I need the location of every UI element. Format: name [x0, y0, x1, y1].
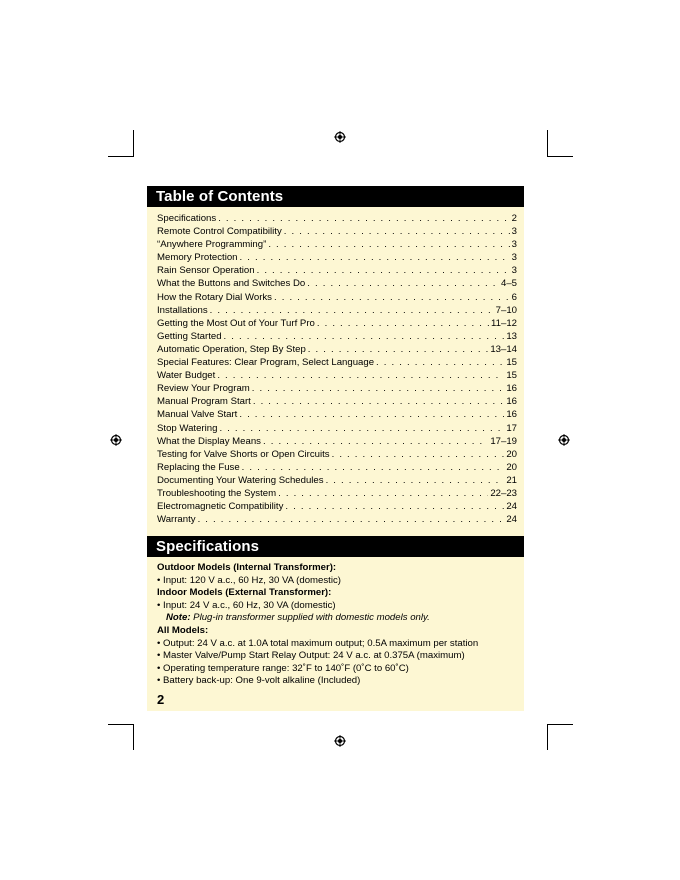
- toc-heading: Table of Contents: [147, 186, 524, 207]
- dot-leader: [217, 369, 504, 382]
- toc-entry-title: Specifications: [157, 213, 217, 224]
- toc-entry[interactable]: [157, 395, 517, 408]
- crop-mark: [133, 130, 134, 157]
- toc-list: [157, 212, 517, 526]
- toc-entry-page: 24: [506, 514, 517, 526]
- toc-entry[interactable]: [157, 435, 517, 448]
- note-label: Note:: [166, 612, 191, 624]
- dot-leader: [219, 422, 504, 435]
- registration-mark-icon: [110, 434, 122, 446]
- spec-item: • Operating temperature range: 32˚F to 140˚F (0˚C to 60˚C): [157, 662, 409, 674]
- page-number: 2: [157, 692, 165, 707]
- toc-entry-page: 3: [511, 252, 517, 264]
- toc-entry-title: Remote Control Compatibility: [157, 226, 282, 238]
- toc-entry-title: Replacing the Fuse: [157, 461, 240, 473]
- dot-leader: [317, 317, 489, 330]
- manual-page: [147, 186, 524, 711]
- toc-entry-page: 16: [506, 409, 517, 421]
- toc-entry-page: 7–10: [495, 304, 517, 316]
- toc-entry-page: 3: [511, 265, 517, 277]
- toc-entry-page: 16: [506, 396, 517, 408]
- toc-entry-page: 15: [506, 357, 517, 369]
- crop-mark: [547, 156, 573, 157]
- toc-entry-title: What the Display Means: [157, 435, 261, 447]
- toc-entry-page: 24: [506, 501, 517, 513]
- toc-entry-title: Water Budget: [157, 370, 216, 382]
- registration-mark-icon: [334, 735, 346, 747]
- toc-entry[interactable]: [157, 264, 517, 277]
- dot-leader: [376, 356, 504, 369]
- dot-leader: [252, 382, 505, 395]
- crop-mark: [547, 724, 573, 725]
- dot-leader: [307, 277, 499, 290]
- crop-mark: [547, 724, 548, 750]
- toc-entry[interactable]: [157, 343, 517, 356]
- toc-entry[interactable]: [157, 356, 517, 369]
- toc-entry[interactable]: [157, 277, 517, 290]
- toc-entry-title: Rain Sensor Operation: [157, 265, 255, 277]
- toc-entry[interactable]: [157, 251, 517, 264]
- crop-mark: [547, 130, 548, 157]
- dot-leader: [278, 487, 488, 500]
- toc-entry-page: 21: [506, 474, 517, 486]
- toc-entry[interactable]: [157, 317, 517, 330]
- toc-entry-title: Electromagnetic Compatibility: [157, 501, 284, 513]
- dot-leader: [268, 238, 509, 251]
- toc-entry-page: 16: [506, 383, 517, 395]
- toc-entry-title: “Anywhere Programming”: [157, 239, 267, 251]
- spec-item: • Battery back-up: One 9-volt alkaline (Included): [157, 675, 361, 687]
- toc-entry-title: Testing for Valve Shorts or Open Circuits: [157, 448, 330, 460]
- toc-entry-page: 15: [506, 370, 517, 382]
- toc-entry-page: 6: [511, 291, 517, 303]
- dot-leader: [224, 330, 505, 343]
- crop-mark: [108, 724, 134, 725]
- dot-leader: [198, 513, 505, 526]
- dot-leader: [210, 304, 494, 317]
- toc-entry[interactable]: [157, 448, 517, 461]
- dot-leader: [284, 225, 510, 238]
- specifications-body: [157, 562, 519, 688]
- spec-item: • Master Valve/Pump Start Relay Output: 24 V a.c. at 0.375A (maximum): [157, 650, 465, 662]
- toc-entry[interactable]: [157, 500, 517, 513]
- toc-entry-page: 2: [511, 213, 517, 224]
- dot-leader: [274, 291, 510, 304]
- toc-entry[interactable]: [157, 474, 517, 487]
- toc-entry-title: Automatic Operation, Step By Step: [157, 343, 306, 355]
- toc-entry-title: How the Rotary Dial Works: [157, 291, 272, 303]
- dot-leader: [285, 500, 504, 513]
- toc-entry-page: 11–12: [491, 317, 517, 329]
- toc-entry[interactable]: [157, 238, 517, 251]
- toc-entry-title: Manual Program Start: [157, 396, 251, 408]
- toc-entry[interactable]: [157, 304, 517, 317]
- toc-entry-page: 17–19: [490, 435, 517, 447]
- toc-entry[interactable]: [157, 513, 517, 526]
- toc-entry-page: 3: [511, 239, 517, 251]
- crop-mark: [108, 156, 134, 157]
- transformer-note: [157, 612, 519, 625]
- dot-leader: [253, 395, 504, 408]
- toc-entry-page: 4–5: [500, 278, 517, 290]
- specifications-heading: Specifications: [147, 536, 524, 557]
- toc-entry[interactable]: [157, 461, 517, 474]
- toc-entry[interactable]: [157, 408, 517, 421]
- dot-leader: [308, 343, 489, 356]
- all-models-heading: All Models:: [157, 624, 209, 636]
- toc-entry-title: Manual Valve Start: [157, 409, 238, 421]
- toc-entry-title: Installations: [157, 304, 208, 316]
- dot-leader: [239, 408, 504, 421]
- registration-mark-icon: [558, 434, 570, 446]
- registration-mark-icon: [334, 131, 346, 143]
- spec-item: • Output: 24 V a.c. at 1.0A total maximum output; 0.5A maximum per station: [157, 637, 479, 649]
- toc-entry-page: 17: [506, 422, 517, 434]
- toc-entry-title: Review Your Program: [157, 383, 250, 395]
- outdoor-models-heading: Outdoor Models (Internal Transformer):: [157, 562, 337, 573]
- dot-leader: [218, 212, 509, 225]
- toc-entry[interactable]: [157, 225, 517, 238]
- toc-entry-page: 13–14: [490, 343, 517, 355]
- toc-entry[interactable]: [157, 382, 517, 395]
- toc-entry[interactable]: [157, 330, 517, 343]
- toc-entry-page: 20: [506, 461, 517, 473]
- note-text: Plug-in transformer supplied with domestic models only.: [190, 612, 430, 624]
- dot-leader: [332, 448, 505, 461]
- dot-leader: [242, 461, 505, 474]
- toc-entry-title: Special Features: Clear Program, Select Language: [157, 357, 375, 369]
- dot-leader: [326, 474, 505, 487]
- toc-entry-title: Troubleshooting the System: [157, 487, 277, 499]
- toc-entry-title: Getting the Most Out of Your Turf Pro: [157, 317, 315, 329]
- toc-entry-page: 22–23: [490, 487, 517, 499]
- dot-leader: [257, 264, 510, 277]
- toc-entry-title: Documenting Your Watering Schedules: [157, 474, 324, 486]
- toc-entry[interactable]: [157, 212, 517, 225]
- toc-entry-title: Warranty: [157, 514, 196, 526]
- indoor-models-heading: Indoor Models (External Transformer):: [157, 587, 332, 599]
- toc-entry[interactable]: [157, 369, 517, 382]
- toc-entry[interactable]: [157, 422, 517, 435]
- toc-entry-page: 3: [511, 226, 517, 238]
- indoor-input-spec: • Input: 24 V a.c., 60 Hz, 30 VA (domestic): [157, 599, 336, 611]
- toc-entry-page: 20: [506, 448, 517, 460]
- dot-leader: [263, 435, 488, 448]
- toc-entry[interactable]: [157, 487, 517, 500]
- toc-entry-title: Getting Started: [157, 330, 222, 342]
- toc-entry-page: 13: [506, 330, 517, 342]
- toc-entry-title: What the Buttons and Switches Do: [157, 278, 306, 290]
- toc-entry-title: Memory Protection: [157, 252, 238, 264]
- toc-entry[interactable]: [157, 291, 517, 304]
- crop-mark: [133, 724, 134, 750]
- dot-leader: [240, 251, 510, 264]
- outdoor-input-spec: • Input: 120 V a.c., 60 Hz, 30 VA (domestic): [157, 574, 341, 586]
- toc-entry-title: Stop Watering: [157, 422, 218, 434]
